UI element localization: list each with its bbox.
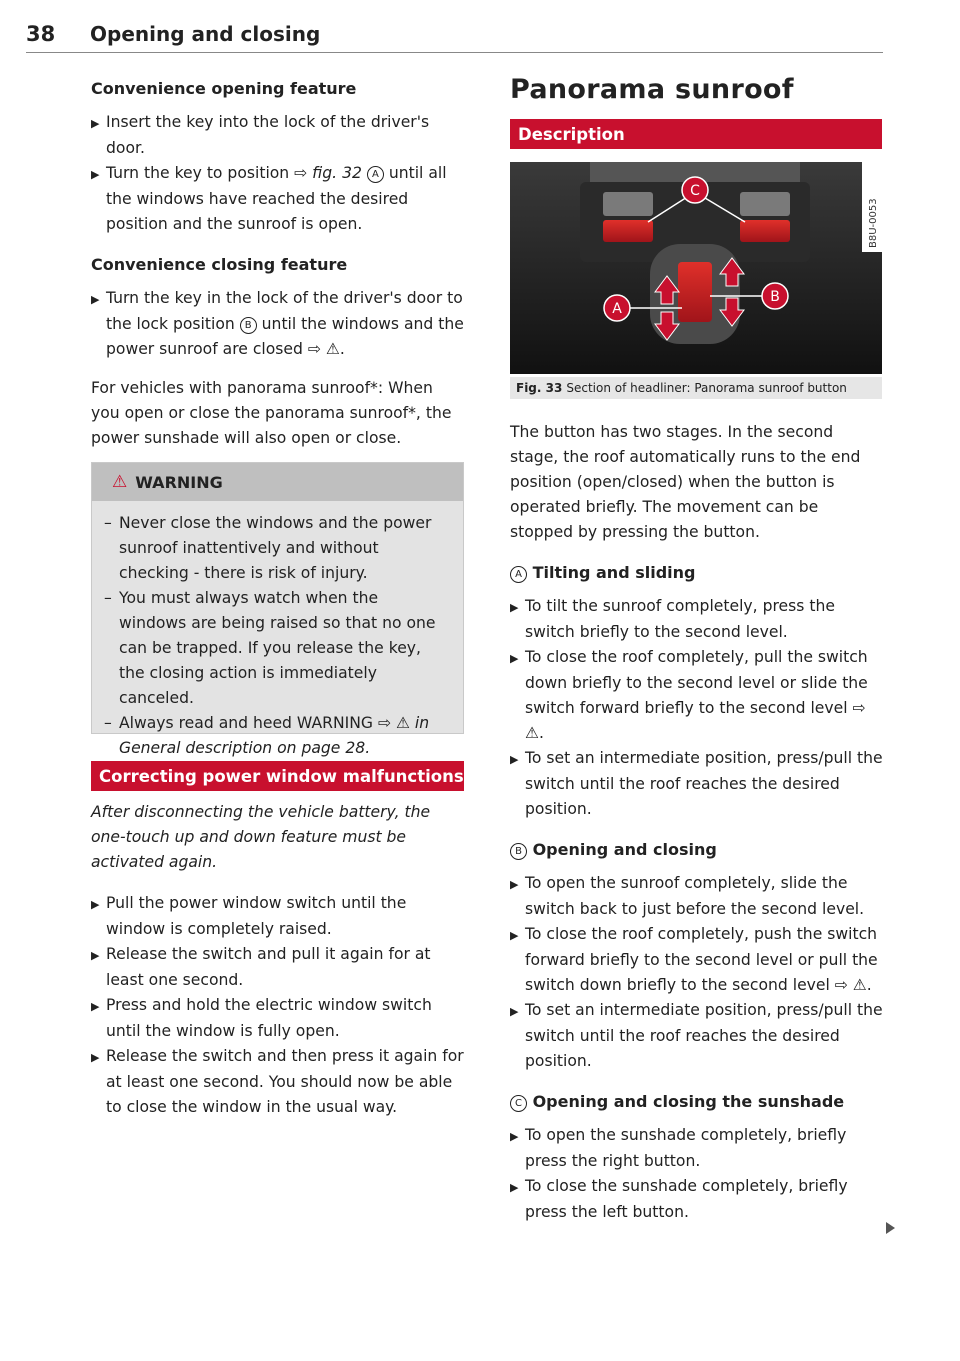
warning-header	[92, 463, 463, 501]
list-item: ▶ Pull the power window switch until the window is completely raised.	[91, 894, 407, 938]
bullet-arrow-icon: ▶	[510, 1130, 519, 1143]
list-item: ▶ To open the sunroof completely, slide the switch back to just before the second level.	[510, 874, 865, 918]
bullet-arrow-icon: ▶	[91, 898, 100, 911]
marker-a: A	[510, 566, 527, 583]
list-item: ▶ Turn the key to position ⇨ fig. 32 A until all the windows have reached the desired position and the sunroof is open.	[91, 164, 447, 233]
convenience-closing-heading: Convenience closing feature	[91, 255, 348, 274]
list-item: ▶ To close the roof completely, push the switch forward briefly to the second level or pull the switch down briefly to the second level ⇨ ⚠.	[510, 925, 878, 994]
warning-title: WARNING	[135, 472, 223, 492]
bullet-arrow-icon: ▶	[510, 652, 519, 665]
description-bar: Description	[510, 119, 882, 149]
bullet-arrow-icon: ▶	[91, 949, 100, 962]
callout-a-label: A	[612, 301, 622, 317]
marker-b: B	[510, 843, 527, 860]
continue-arrow-icon	[886, 1222, 895, 1234]
bullet-arrow-icon: ▶	[91, 1051, 100, 1064]
figure-illustration	[510, 162, 882, 374]
callout-b-label: B	[770, 289, 780, 305]
warning-item: – Always read and heed WARNING ⇨ ⚠ in General description on page 28.	[104, 714, 430, 757]
list-item: ▶ Turn the key in the lock of the driver's door to the lock position B until the windows and the power sunroof are closed ⇨ ⚠.	[91, 289, 464, 358]
warning-link[interactable]: in General description on page 28.	[119, 714, 430, 757]
left-column-top	[91, 76, 466, 451]
figure-caption: Fig. 33 Section of headliner: Panorama sunroof button	[510, 377, 882, 399]
bullet-arrow-icon: ▶	[510, 1005, 519, 1018]
warning-triangle-icon: ⚠	[112, 472, 128, 492]
list-item: ▶ To tilt the sunroof completely, press the switch briefly to the second level.	[510, 597, 835, 641]
sunshade-heading: C Opening and closing the sunshade	[510, 1089, 884, 1114]
figure-code: B8U-0053	[868, 198, 879, 248]
opening-closing-heading: B Opening and closing	[510, 837, 884, 862]
sunroof-intro: The button has two stages. In the second stage, the roof automatically runs to the end position (open/closed) when the button is operated briefly. The movement can be stopped by pressing the button.	[510, 423, 861, 541]
list-item: ▶ Release the switch and pull it again for at least one second.	[91, 945, 431, 989]
marker-b: B	[240, 317, 257, 334]
left-column-bottom	[91, 800, 466, 1120]
list-item: ▶ To set an intermediate position, press/pull the switch until the roof reaches the desired position.	[510, 1001, 883, 1070]
bullet-arrow-icon: ▶	[510, 1181, 519, 1194]
page-number: 38	[26, 22, 56, 46]
right-column-text	[510, 420, 884, 1225]
section-title: Panorama sunroof	[510, 74, 794, 105]
marker-a: A	[367, 166, 384, 183]
list-item: ▶ To close the sunshade completely, briefly press the left button.	[510, 1177, 848, 1221]
warning-box	[91, 462, 464, 757]
bullet-arrow-icon: ▶	[91, 168, 100, 181]
list-item: ▶ Insert the key into the lock of the driver's door.	[91, 113, 430, 157]
bullet-arrow-icon: ▶	[91, 117, 100, 130]
bullet-arrow-icon: ▶	[510, 601, 519, 614]
malfunction-section-title: Correcting power window malfunctions	[91, 761, 464, 791]
callout-c-label: C	[690, 183, 700, 199]
warning-item: – Never close the windows and the power sunroof inattentively and without checking - there is risk of injury.	[104, 514, 432, 582]
malfunction-intro: After disconnecting the vehicle battery, the one-touch up and down feature must be activated again.	[91, 803, 431, 871]
chapter-title: Opening and closing	[90, 22, 321, 46]
warning-item: – You must always watch when the windows are being raised so that no one can be trapped. If you release the key, the closing action is immediately canceled.	[104, 589, 436, 707]
bullet-arrow-icon: ▶	[510, 929, 519, 942]
tilting-heading: A Tilting and sliding	[510, 560, 884, 585]
list-item: ▶ To set an intermediate position, press/pull the switch until the roof reaches the desired position.	[510, 749, 883, 818]
figure-reference[interactable]: ⇨ fig. 32	[294, 164, 362, 182]
bullet-arrow-icon: ▶	[91, 1000, 100, 1013]
list-item: ▶ To open the sunshade completely, briefly press the right button.	[510, 1126, 847, 1170]
bullet-arrow-icon: ▶	[510, 753, 519, 766]
sunroof-button-figure	[510, 162, 882, 374]
header-rule	[26, 52, 883, 53]
list-item: ▶ To close the roof completely, pull the switch down briefly to the second level or slide the switch forward briefly to the second level ⇨ ⚠.	[510, 648, 868, 742]
marker-c: C	[510, 1095, 527, 1112]
bullet-arrow-icon: ▶	[91, 293, 100, 306]
list-item: ▶ Press and hold the electric window switch until the window is fully open.	[91, 996, 432, 1040]
list-item: ▶ Release the switch and then press it again for at least one second. You should now be able to close the window in the usual way.	[91, 1047, 464, 1116]
bullet-arrow-icon: ▶	[510, 878, 519, 891]
convenience-opening-heading: Convenience opening feature	[91, 79, 357, 98]
panorama-note: For vehicles with panorama sunroof*: When you open or close the panorama sunroof*, the power sunshade will also open or close.	[91, 379, 452, 447]
